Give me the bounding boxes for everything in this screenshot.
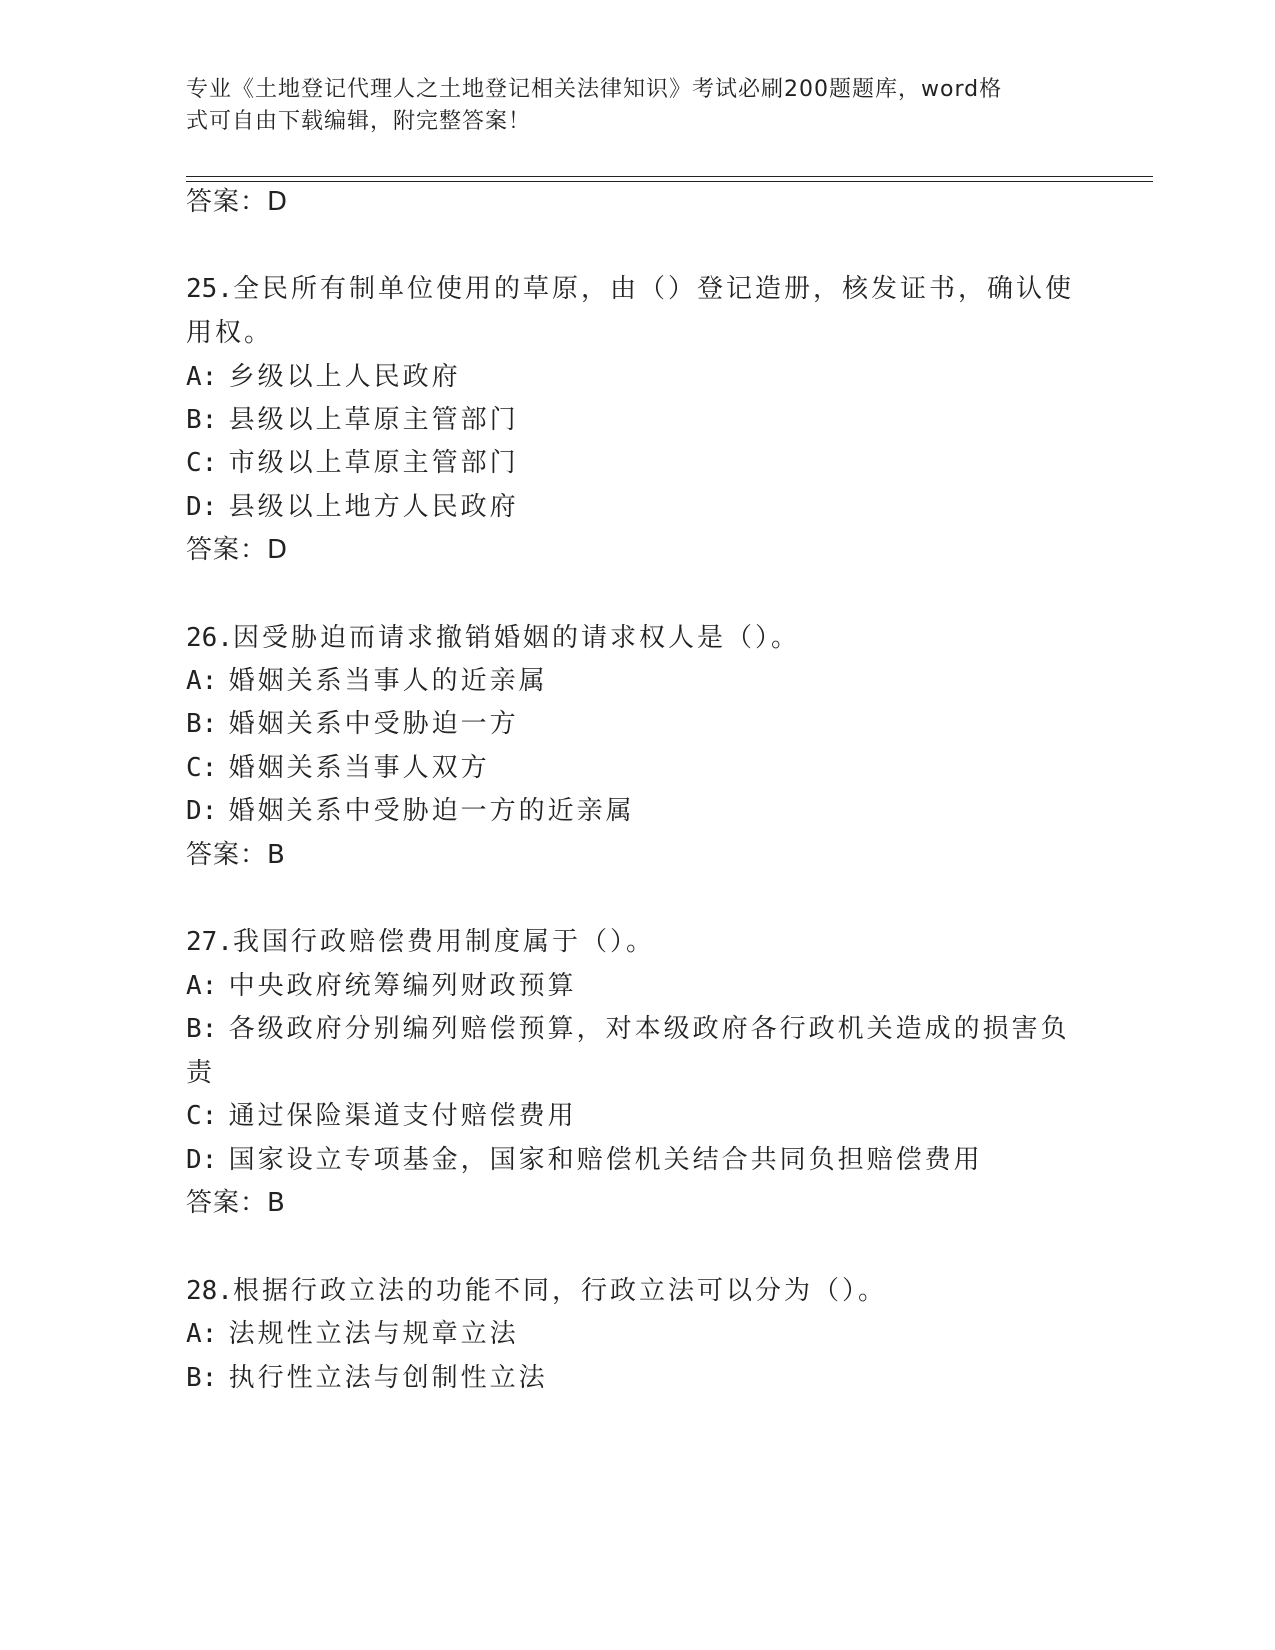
option-letter: B: (186, 1363, 218, 1393)
question-28-option-b (186, 1356, 1086, 1400)
question-26-option-c (186, 746, 1086, 790)
option-text: 各级政府分别编列赔偿预算，对本级政府各行政机关造成的损害负 (228, 1014, 1070, 1044)
page-header (186, 74, 1066, 138)
option-text: 婚姻关系中受胁迫一方的近亲属 (228, 796, 635, 826)
question-27 (186, 920, 1086, 964)
question-number: 25. (186, 274, 233, 304)
question-27-answer: 答案：B (186, 1188, 286, 1218)
option-text: 乡级以上人民政府 (228, 362, 461, 392)
question-26 (186, 616, 1086, 660)
question-25-answer: 答案：D (186, 535, 289, 565)
option-letter: B: (186, 1014, 218, 1044)
option-letter: C: (186, 448, 218, 478)
option-text: 市级以上草原主管部门 (228, 448, 519, 478)
option-text: 婚姻关系当事人的近亲属 (228, 666, 548, 696)
question-25-option-a (186, 355, 1086, 399)
option-letter: D: (186, 1145, 218, 1175)
question-text: 根据行政立法的功能不同，行政立法可以分为（）。 (232, 1276, 887, 1306)
option-text: 国家设立专项基金，国家和赔偿机关结合共同负担赔偿费用 (228, 1145, 983, 1175)
question-text: 全民所有制单位使用的草原，由（）登记造册，核发证书，确认使 (232, 274, 1074, 304)
question-27-option-b-continuation: 责 (186, 1058, 216, 1088)
question-25-option-b (186, 398, 1086, 442)
question-28-option-a (186, 1312, 1086, 1356)
header-line-2: 式可自由下载编辑，附完整答案！ (186, 109, 532, 134)
question-number: 26. (186, 623, 233, 653)
option-text: 县级以上草原主管部门 (228, 405, 519, 435)
option-letter: C: (186, 753, 218, 783)
header-line-1: 专业《土地登记代理人之土地登记相关法律知识》考试必刷200题题库，word格 (186, 77, 1003, 102)
question-27-option-a (186, 964, 1086, 1008)
option-letter: A: (186, 666, 218, 696)
option-letter: D: (186, 492, 218, 522)
option-letter: B: (186, 405, 218, 435)
question-26-answer: 答案：B (186, 840, 286, 870)
question-number: 28. (186, 1276, 233, 1306)
option-letter: C: (186, 1101, 218, 1131)
option-text: 中央政府统筹编列财政预算 (228, 971, 577, 1001)
question-27-option-c (186, 1094, 1086, 1138)
option-letter: D: (186, 796, 218, 826)
question-27-option-b (186, 1007, 1086, 1051)
option-text: 法规性立法与规章立法 (228, 1319, 519, 1349)
question-28 (186, 1269, 1086, 1313)
question-text: 因受胁迫而请求撤销婚姻的请求权人是（）。 (232, 623, 800, 653)
option-text: 婚姻关系中受胁迫一方 (228, 709, 519, 739)
question-25 (186, 267, 1086, 311)
option-letter: B: (186, 709, 218, 739)
question-25-option-c (186, 441, 1086, 485)
option-text: 执行性立法与创制性立法 (228, 1363, 548, 1393)
option-letter: A: (186, 971, 218, 1001)
option-text: 婚姻关系当事人双方 (228, 753, 490, 783)
question-number: 27. (186, 927, 233, 957)
answer-previous: 答案：D (186, 187, 289, 217)
question-26-option-b (186, 702, 1086, 746)
question-25-continuation: 用权。 (186, 318, 274, 348)
header-divider-top (186, 176, 1153, 177)
question-25-option-d (186, 485, 1086, 529)
question-27-option-d (186, 1138, 1086, 1182)
option-text: 县级以上地方人民政府 (228, 492, 519, 522)
option-letter: A: (186, 362, 218, 392)
question-text: 我国行政赔偿费用制度属于（）。 (232, 927, 655, 957)
option-text: 通过保险渠道支付赔偿费用 (228, 1101, 577, 1131)
question-26-option-d (186, 789, 1086, 833)
option-letter: A: (186, 1319, 218, 1349)
question-26-option-a (186, 659, 1086, 703)
